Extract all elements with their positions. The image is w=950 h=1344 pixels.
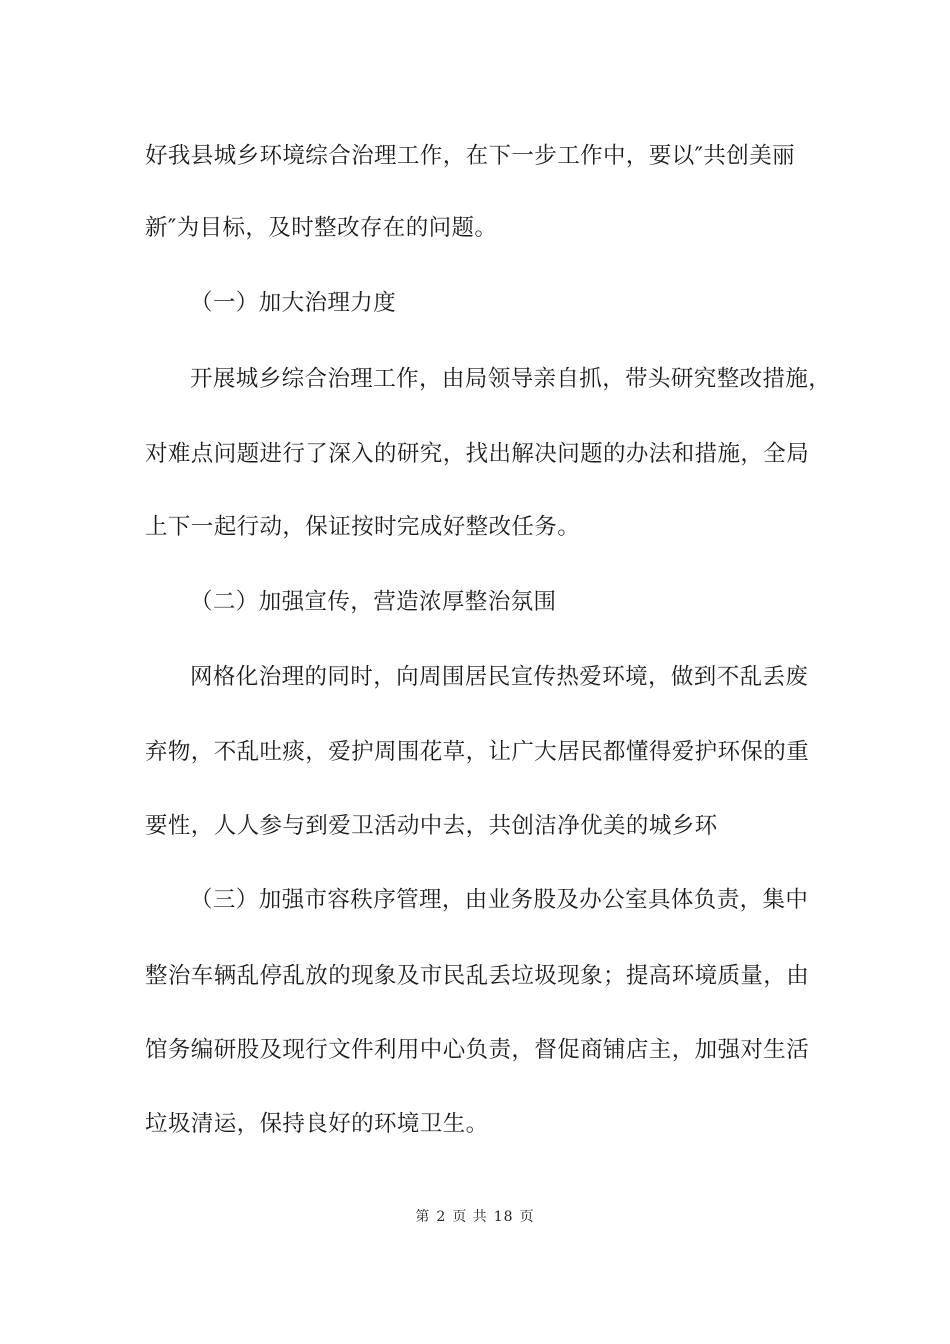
footer-middle: 页 共 xyxy=(452,1209,488,1225)
text-line: 网格化治理的同时，向周围居民宣传热爱环境，做到不乱丢废 xyxy=(190,664,809,690)
text-line: 好我县城乡环境综合治理工作，在下一步工作中，要以″共创美丽 xyxy=(145,143,796,169)
footer-suffix: 页 xyxy=(519,1209,535,1225)
section-heading: （一）加大治理力度 xyxy=(190,290,397,316)
text-line: 对难点问题进行了深入的研究，找出解决问题的办法和措施，全局 xyxy=(145,441,810,467)
text-line: 馆务编研股及现行文件利用中心负责，督促商铺店主，加强对生活 xyxy=(145,1037,810,1063)
text-line: 新″为目标，及时整改存在的问题。 xyxy=(145,215,498,241)
text-line: 要性，人人参与到爱卫活动中去，共创洁净优美的城乡环 xyxy=(145,813,718,839)
text-line: 上下一起行动，保证按时完成好整改任务。 xyxy=(145,514,581,540)
footer-prefix: 第 xyxy=(415,1209,431,1225)
text-line: 开展城乡综合治理工作，由局领导亲自抓，带头研究整改措施， xyxy=(190,366,832,392)
footer-page-number: 2 xyxy=(436,1209,447,1225)
text-line: 整治车辆乱停乱放的现象及市民乱丢垃圾现象；提高环境质量，由 xyxy=(145,963,810,989)
page-footer xyxy=(0,1206,950,1226)
section-heading: （二）加强宣传，营造浓厚整治氛围 xyxy=(190,589,557,615)
footer-total-pages: 18 xyxy=(493,1209,514,1225)
text-line: （三）加强市容秩序管理，由业务股及办公室具体负责，集中 xyxy=(190,887,809,913)
text-line: 垃圾清运，保持良好的环境卫生。 xyxy=(145,1111,489,1137)
text-line: 弃物，不乱吐痰，爱护周围花草，让广大居民都懂得爱护环保的重 xyxy=(145,739,810,765)
